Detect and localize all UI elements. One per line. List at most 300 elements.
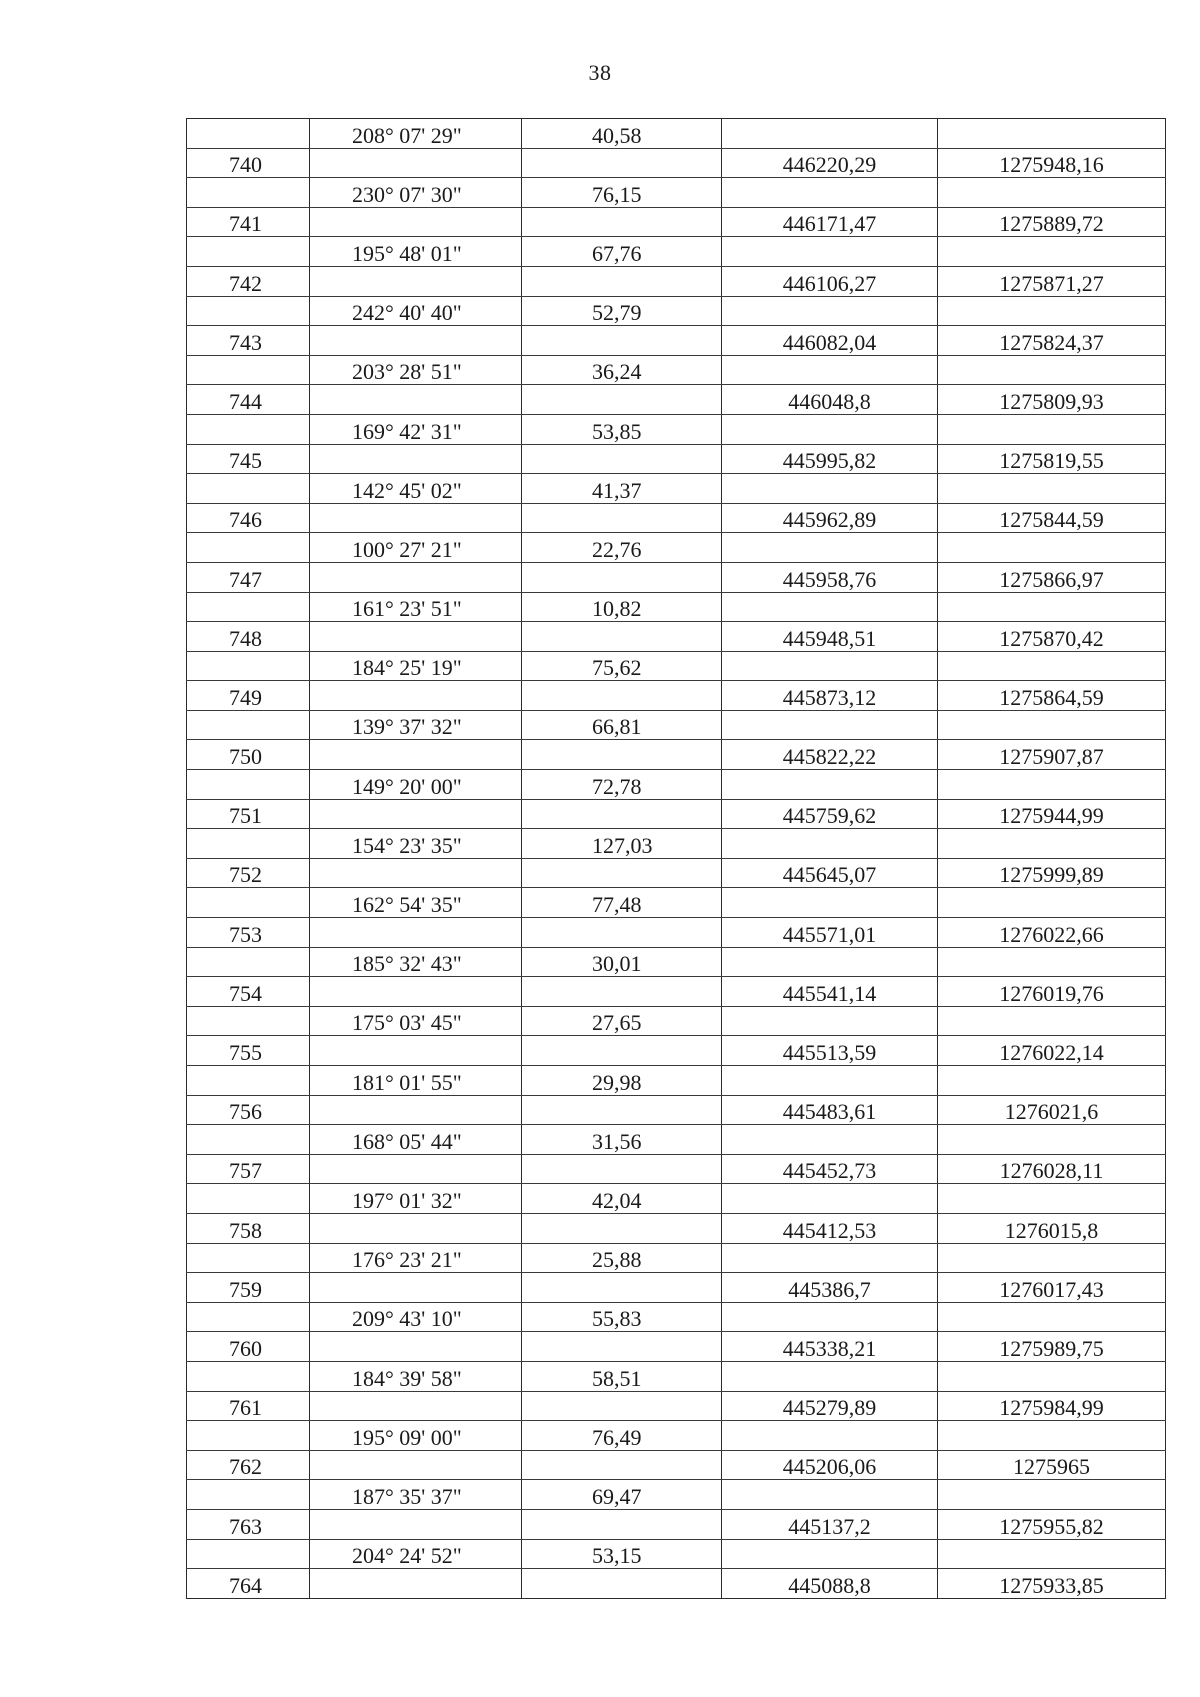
y-coordinate-cell (938, 1066, 1166, 1096)
table-row (187, 1154, 1166, 1184)
y-coordinate-cell (938, 474, 1166, 504)
y-coordinate-cell: 1275844,59 (938, 503, 1166, 533)
table-row (187, 178, 1166, 208)
x-coordinate-cell: 445452,73 (722, 1154, 938, 1184)
direction-angle-cell: 195° 09' 00" (310, 1421, 522, 1451)
distance-cell: 10,82 (522, 592, 722, 622)
point-number-cell: 742 (187, 266, 310, 296)
distance-cell (522, 622, 722, 652)
point-number-cell (187, 1006, 310, 1036)
point-number-cell: 748 (187, 622, 310, 652)
point-number-cell: 763 (187, 1509, 310, 1539)
table-row (187, 1066, 1166, 1096)
point-number-cell: 746 (187, 503, 310, 533)
table-row (187, 1450, 1166, 1480)
y-coordinate-cell (938, 1421, 1166, 1451)
distance-cell: 42,04 (522, 1184, 722, 1214)
distance-cell (522, 444, 722, 474)
table-row (187, 207, 1166, 237)
y-coordinate-cell (938, 1480, 1166, 1510)
y-coordinate-cell (938, 829, 1166, 859)
y-coordinate-cell: 1276022,66 (938, 918, 1166, 948)
y-coordinate-cell (938, 1539, 1166, 1569)
point-number-cell (187, 355, 310, 385)
y-coordinate-cell: 1276019,76 (938, 977, 1166, 1007)
page-number: 38 (588, 60, 612, 85)
table-row (187, 888, 1166, 918)
table-row (187, 1006, 1166, 1036)
y-coordinate-cell (938, 533, 1166, 563)
distance-cell: 27,65 (522, 1006, 722, 1036)
y-coordinate-cell (938, 770, 1166, 800)
table-row (187, 1213, 1166, 1243)
distance-cell (522, 740, 722, 770)
x-coordinate-cell (722, 296, 938, 326)
point-number-cell (187, 947, 310, 977)
table-row (187, 296, 1166, 326)
x-coordinate-cell: 445412,53 (722, 1213, 938, 1243)
distance-cell: 67,76 (522, 237, 722, 267)
y-coordinate-cell: 1275984,99 (938, 1391, 1166, 1421)
y-coordinate-cell (938, 1184, 1166, 1214)
x-coordinate-cell (722, 178, 938, 208)
direction-angle-cell (310, 977, 522, 1007)
y-coordinate-cell: 1276028,11 (938, 1154, 1166, 1184)
x-coordinate-cell: 445995,82 (722, 444, 938, 474)
distance-cell: 58,51 (522, 1361, 722, 1391)
coordinates-table-body (187, 119, 1166, 1599)
point-number-cell: 745 (187, 444, 310, 474)
y-coordinate-cell (938, 1006, 1166, 1036)
direction-angle-cell: 176° 23' 21" (310, 1243, 522, 1273)
direction-angle-cell: 185° 32' 43" (310, 947, 522, 977)
y-coordinate-cell (938, 1125, 1166, 1155)
point-number-cell: 760 (187, 1332, 310, 1362)
table-row (187, 740, 1166, 770)
point-number-cell: 756 (187, 1095, 310, 1125)
y-coordinate-cell (938, 237, 1166, 267)
distance-cell: 41,37 (522, 474, 722, 504)
direction-angle-cell: 169° 42' 31" (310, 414, 522, 444)
table-row (187, 1480, 1166, 1510)
table-row (187, 1243, 1166, 1273)
direction-angle-cell: 161° 23' 51" (310, 592, 522, 622)
table-row (187, 1332, 1166, 1362)
point-number-cell (187, 1302, 310, 1332)
direction-angle-cell: 204° 24' 52" (310, 1539, 522, 1569)
x-coordinate-cell: 445279,89 (722, 1391, 938, 1421)
direction-angle-cell: 195° 48' 01" (310, 237, 522, 267)
table-row (187, 385, 1166, 415)
point-number-cell (187, 1066, 310, 1096)
distance-cell (522, 562, 722, 592)
table-row (187, 474, 1166, 504)
direction-angle-cell: 168° 05' 44" (310, 1125, 522, 1155)
direction-angle-cell: 142° 45' 02" (310, 474, 522, 504)
y-coordinate-cell (938, 355, 1166, 385)
table-row (187, 119, 1166, 149)
direction-angle-cell (310, 207, 522, 237)
y-coordinate-cell: 1275819,55 (938, 444, 1166, 474)
y-coordinate-cell: 1275999,89 (938, 858, 1166, 888)
direction-angle-cell (310, 503, 522, 533)
x-coordinate-cell: 446220,29 (722, 148, 938, 178)
table-row (187, 1569, 1166, 1599)
table-row (187, 651, 1166, 681)
table-row (187, 1273, 1166, 1303)
table-row (187, 503, 1166, 533)
x-coordinate-cell: 445873,12 (722, 681, 938, 711)
direction-angle-cell: 181° 01' 55" (310, 1066, 522, 1096)
x-coordinate-cell (722, 1302, 938, 1332)
x-coordinate-cell (722, 414, 938, 444)
x-coordinate-cell (722, 1421, 938, 1451)
x-coordinate-cell: 446048,8 (722, 385, 938, 415)
x-coordinate-cell (722, 1066, 938, 1096)
table-row (187, 1184, 1166, 1214)
x-coordinate-cell: 445386,7 (722, 1273, 938, 1303)
distance-cell (522, 385, 722, 415)
table-row (187, 681, 1166, 711)
direction-angle-cell: 208° 07' 29" (310, 119, 522, 149)
point-number-cell: 753 (187, 918, 310, 948)
table-row (187, 799, 1166, 829)
x-coordinate-cell (722, 592, 938, 622)
y-coordinate-cell (938, 178, 1166, 208)
direction-angle-cell (310, 266, 522, 296)
direction-angle-cell (310, 562, 522, 592)
x-coordinate-cell: 445759,62 (722, 799, 938, 829)
point-number-cell: 744 (187, 385, 310, 415)
direction-angle-cell: 209° 43' 10" (310, 1302, 522, 1332)
x-coordinate-cell (722, 119, 938, 149)
coordinates-table (186, 118, 1166, 1599)
x-coordinate-cell (722, 710, 938, 740)
point-number-cell (187, 533, 310, 563)
point-number-cell (187, 119, 310, 149)
distance-cell (522, 1332, 722, 1362)
point-number-cell: 743 (187, 326, 310, 356)
direction-angle-cell: 230° 07' 30" (310, 178, 522, 208)
distance-cell: 53,15 (522, 1539, 722, 1569)
direction-angle-cell (310, 1095, 522, 1125)
direction-angle-cell (310, 681, 522, 711)
distance-cell (522, 681, 722, 711)
direction-angle-cell: 139° 37' 32" (310, 710, 522, 740)
x-coordinate-cell: 445571,01 (722, 918, 938, 948)
point-number-cell (187, 710, 310, 740)
x-coordinate-cell: 445088,8 (722, 1569, 938, 1599)
y-coordinate-cell (938, 592, 1166, 622)
distance-cell (522, 1213, 722, 1243)
direction-angle-cell (310, 858, 522, 888)
x-coordinate-cell (722, 1125, 938, 1155)
table-row (187, 237, 1166, 267)
distance-cell (522, 266, 722, 296)
distance-cell: 75,62 (522, 651, 722, 681)
table-row (187, 414, 1166, 444)
x-coordinate-cell (722, 355, 938, 385)
distance-cell: 40,58 (522, 119, 722, 149)
table-row (187, 148, 1166, 178)
distance-cell (522, 326, 722, 356)
direction-angle-cell (310, 1213, 522, 1243)
table-row (187, 710, 1166, 740)
table-row (187, 1302, 1166, 1332)
point-number-cell (187, 770, 310, 800)
direction-angle-cell (310, 799, 522, 829)
point-number-cell (187, 414, 310, 444)
table-row (187, 326, 1166, 356)
distance-cell (522, 1273, 722, 1303)
y-coordinate-cell: 1275824,37 (938, 326, 1166, 356)
x-coordinate-cell: 445958,76 (722, 562, 938, 592)
point-number-cell (187, 592, 310, 622)
y-coordinate-cell (938, 651, 1166, 681)
distance-cell: 127,03 (522, 829, 722, 859)
distance-cell: 77,48 (522, 888, 722, 918)
y-coordinate-cell (938, 1302, 1166, 1332)
x-coordinate-cell: 445645,07 (722, 858, 938, 888)
distance-cell: 25,88 (522, 1243, 722, 1273)
point-number-cell (187, 1125, 310, 1155)
y-coordinate-cell: 1275889,72 (938, 207, 1166, 237)
x-coordinate-cell (722, 1480, 938, 1510)
table-row (187, 622, 1166, 652)
distance-cell: 52,79 (522, 296, 722, 326)
point-number-cell: 752 (187, 858, 310, 888)
point-number-cell: 761 (187, 1391, 310, 1421)
table-row (187, 355, 1166, 385)
distance-cell: 36,24 (522, 355, 722, 385)
distance-cell (522, 148, 722, 178)
distance-cell (522, 1450, 722, 1480)
y-coordinate-cell: 1275866,97 (938, 562, 1166, 592)
table-row (187, 562, 1166, 592)
distance-cell: 53,85 (522, 414, 722, 444)
y-coordinate-cell (938, 1243, 1166, 1273)
y-coordinate-cell: 1275948,16 (938, 148, 1166, 178)
direction-angle-cell: 100° 27' 21" (310, 533, 522, 563)
x-coordinate-cell: 445206,06 (722, 1450, 938, 1480)
table-row (187, 858, 1166, 888)
y-coordinate-cell: 1275965 (938, 1450, 1166, 1480)
x-coordinate-cell (722, 1184, 938, 1214)
point-number-cell (187, 237, 310, 267)
point-number-cell: 741 (187, 207, 310, 237)
x-coordinate-cell: 445137,2 (722, 1509, 938, 1539)
point-number-cell (187, 1421, 310, 1451)
direction-angle-cell (310, 740, 522, 770)
x-coordinate-cell (722, 1361, 938, 1391)
y-coordinate-cell: 1275864,59 (938, 681, 1166, 711)
x-coordinate-cell: 446082,04 (722, 326, 938, 356)
point-number-cell: 758 (187, 1213, 310, 1243)
y-coordinate-cell: 1276021,6 (938, 1095, 1166, 1125)
y-coordinate-cell (938, 119, 1166, 149)
x-coordinate-cell: 446106,27 (722, 266, 938, 296)
table-row (187, 829, 1166, 859)
distance-cell: 30,01 (522, 947, 722, 977)
point-number-cell: 757 (187, 1154, 310, 1184)
y-coordinate-cell: 1275955,82 (938, 1509, 1166, 1539)
point-number-cell: 740 (187, 148, 310, 178)
distance-cell (522, 1509, 722, 1539)
point-number-cell (187, 1184, 310, 1214)
distance-cell (522, 1154, 722, 1184)
x-coordinate-cell (722, 888, 938, 918)
distance-cell: 76,49 (522, 1421, 722, 1451)
table-row (187, 592, 1166, 622)
direction-angle-cell: 162° 54' 35" (310, 888, 522, 918)
distance-cell (522, 1095, 722, 1125)
distance-cell: 29,98 (522, 1066, 722, 1096)
direction-angle-cell (310, 444, 522, 474)
table-row (187, 1095, 1166, 1125)
x-coordinate-cell (722, 829, 938, 859)
direction-angle-cell: 187° 35' 37" (310, 1480, 522, 1510)
point-number-cell (187, 296, 310, 326)
y-coordinate-cell (938, 1361, 1166, 1391)
distance-cell: 55,83 (522, 1302, 722, 1332)
distance-cell: 69,47 (522, 1480, 722, 1510)
table-row (187, 533, 1166, 563)
point-number-cell (187, 1539, 310, 1569)
direction-angle-cell (310, 148, 522, 178)
x-coordinate-cell (722, 947, 938, 977)
x-coordinate-cell (722, 770, 938, 800)
x-coordinate-cell (722, 474, 938, 504)
point-number-cell: 747 (187, 562, 310, 592)
point-number-cell: 749 (187, 681, 310, 711)
distance-cell: 31,56 (522, 1125, 722, 1155)
table-row (187, 444, 1166, 474)
direction-angle-cell (310, 1450, 522, 1480)
direction-angle-cell: 197° 01' 32" (310, 1184, 522, 1214)
distance-cell (522, 207, 722, 237)
y-coordinate-cell: 1276017,43 (938, 1273, 1166, 1303)
table-row (187, 918, 1166, 948)
y-coordinate-cell (938, 888, 1166, 918)
table-row (187, 1539, 1166, 1569)
direction-angle-cell (310, 1154, 522, 1184)
point-number-cell (187, 888, 310, 918)
direction-angle-cell (310, 622, 522, 652)
direction-angle-cell: 154° 23' 35" (310, 829, 522, 859)
point-number-cell: 750 (187, 740, 310, 770)
distance-cell (522, 1036, 722, 1066)
distance-cell (522, 799, 722, 829)
point-number-cell (187, 1480, 310, 1510)
direction-angle-cell: 175° 03' 45" (310, 1006, 522, 1036)
x-coordinate-cell (722, 1243, 938, 1273)
point-number-cell: 754 (187, 977, 310, 1007)
direction-angle-cell (310, 1569, 522, 1599)
y-coordinate-cell: 1275870,42 (938, 622, 1166, 652)
distance-cell: 22,76 (522, 533, 722, 563)
direction-angle-cell (310, 1273, 522, 1303)
distance-cell: 66,81 (522, 710, 722, 740)
x-coordinate-cell: 445948,51 (722, 622, 938, 652)
y-coordinate-cell (938, 296, 1166, 326)
x-coordinate-cell: 445822,22 (722, 740, 938, 770)
direction-angle-cell (310, 385, 522, 415)
table-row (187, 1421, 1166, 1451)
direction-angle-cell: 184° 39' 58" (310, 1361, 522, 1391)
direction-angle-cell (310, 1036, 522, 1066)
x-coordinate-cell: 445338,21 (722, 1332, 938, 1362)
x-coordinate-cell (722, 237, 938, 267)
point-number-cell (187, 1361, 310, 1391)
distance-cell: 72,78 (522, 770, 722, 800)
point-number-cell (187, 651, 310, 681)
direction-angle-cell: 149° 20' 00" (310, 770, 522, 800)
x-coordinate-cell (722, 533, 938, 563)
y-coordinate-cell: 1276022,14 (938, 1036, 1166, 1066)
y-coordinate-cell: 1275933,85 (938, 1569, 1166, 1599)
x-coordinate-cell (722, 1006, 938, 1036)
direction-angle-cell (310, 1332, 522, 1362)
point-number-cell: 759 (187, 1273, 310, 1303)
direction-angle-cell (310, 1391, 522, 1421)
x-coordinate-cell (722, 1539, 938, 1569)
table-row (187, 947, 1166, 977)
x-coordinate-cell: 445541,14 (722, 977, 938, 1007)
direction-angle-cell: 242° 40' 40" (310, 296, 522, 326)
x-coordinate-cell: 445962,89 (722, 503, 938, 533)
y-coordinate-cell (938, 710, 1166, 740)
table-row (187, 1036, 1166, 1066)
distance-cell (522, 1391, 722, 1421)
point-number-cell: 764 (187, 1569, 310, 1599)
x-coordinate-cell: 445483,61 (722, 1095, 938, 1125)
distance-cell (522, 1569, 722, 1599)
distance-cell: 76,15 (522, 178, 722, 208)
y-coordinate-cell (938, 414, 1166, 444)
distance-cell (522, 918, 722, 948)
x-coordinate-cell (722, 651, 938, 681)
distance-cell (522, 858, 722, 888)
point-number-cell (187, 1243, 310, 1273)
table-row (187, 1125, 1166, 1155)
x-coordinate-cell: 446171,47 (722, 207, 938, 237)
table-row (187, 1391, 1166, 1421)
point-number-cell: 755 (187, 1036, 310, 1066)
direction-angle-cell (310, 326, 522, 356)
direction-angle-cell (310, 918, 522, 948)
table-row (187, 977, 1166, 1007)
y-coordinate-cell: 1275809,93 (938, 385, 1166, 415)
direction-angle-cell: 203° 28' 51" (310, 355, 522, 385)
distance-cell (522, 977, 722, 1007)
table-row (187, 1509, 1166, 1539)
x-coordinate-cell: 445513,59 (722, 1036, 938, 1066)
point-number-cell (187, 474, 310, 504)
direction-angle-cell: 184° 25' 19" (310, 651, 522, 681)
y-coordinate-cell (938, 947, 1166, 977)
point-number-cell (187, 178, 310, 208)
table-row (187, 770, 1166, 800)
y-coordinate-cell: 1275944,99 (938, 799, 1166, 829)
direction-angle-cell (310, 1509, 522, 1539)
point-number-cell: 762 (187, 1450, 310, 1480)
y-coordinate-cell: 1275989,75 (938, 1332, 1166, 1362)
y-coordinate-cell: 1276015,8 (938, 1213, 1166, 1243)
point-number-cell (187, 829, 310, 859)
table-row (187, 266, 1166, 296)
y-coordinate-cell: 1275907,87 (938, 740, 1166, 770)
point-number-cell: 751 (187, 799, 310, 829)
